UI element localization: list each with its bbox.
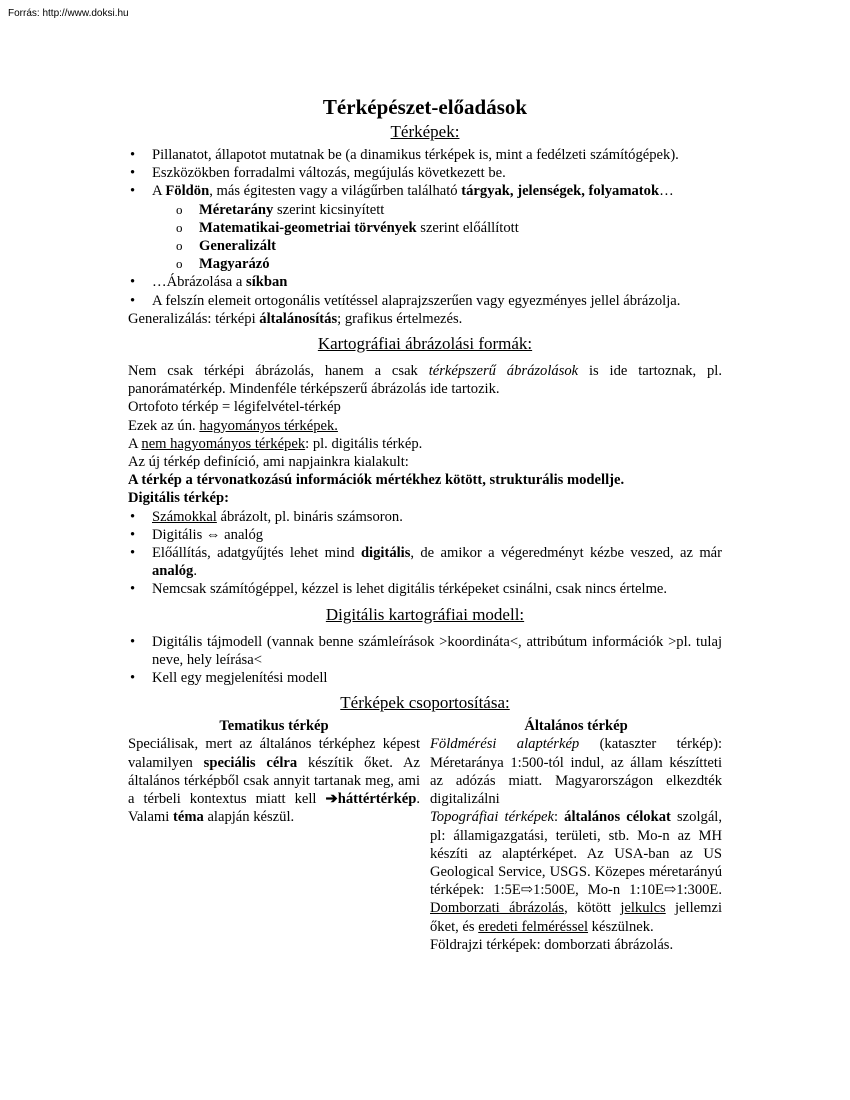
thematic-map-column	[128, 717, 420, 954]
definition: A térkép a térvonatkozású információk mértékhez kötött, strukturális modellje.	[128, 472, 625, 489]
column-heading: Általános térkép	[524, 718, 628, 735]
list-item: • A felszín elemeit ortogonális vetítéssel alaprajzszerűen vagy egyezményes jellel ábrázolja.	[128, 292, 722, 310]
paragraph: Földmérési alaptérkép (kataszter térkép): Méretaránya 1:500-tól indul, az állam készítteti az adózás miatt. Magyarországon elkezdték digitalizálni	[430, 736, 723, 808]
arrow-right-icon: ➔	[325, 791, 338, 808]
paragraph: Földrajzi térképek: domborzati ábrázolás.	[430, 936, 674, 953]
terkepek-list	[128, 146, 722, 310]
section-heading-csoportositas: Térképek csoportosítása:	[340, 693, 510, 713]
section-heading-terkepek: Térképek:	[390, 122, 460, 141]
paragraph: Ortofoto térkép = légifelvétel-térkép	[128, 399, 341, 416]
sub-list-item: o Méretarány szerint kicsinyített	[152, 201, 722, 219]
paragraph: Topográfiai térképek: általános célokat szolgál, pl: államigazgatási, területi, stb. Mo-n az MH készíti az alaptérképet. Az USA-ban az US Geological Service, USGS. Közepes méretarányú térképek: 1:5E⇨1:500E, Mo-n 1:10E⇨1:300E. Domborzati ábrázolás, kötött jelkulcs jellemzi őket, és eredeti felméréssel készülnek.	[430, 809, 723, 935]
section-heading-kartografiai-formak: Kartográfiai ábrázolási formák:	[317, 334, 533, 354]
arrow-right-icon: ⇨	[663, 882, 677, 899]
paragraph: A nem hagyományos térképek: pl. digitális térkép.	[128, 435, 423, 452]
arrow-right-icon: ⇨	[520, 882, 534, 899]
list-item: • A Földön, más égitesten vagy a világűrben található tárgyak, jelenségek, folyamatok… o Méretarány szerint kicsinyített o Matematikai-geometriai törvények szerint előállított o Generalizált o Magyarázó	[128, 182, 722, 273]
paragraph: Az új térkép definíció, ami napjainkra kialakult:	[128, 454, 409, 471]
general-map-column	[430, 717, 722, 954]
list-item: • Eszközökben forradalmi változás, megújulás következett be.	[128, 164, 722, 182]
sub-list	[152, 201, 722, 274]
column-heading: Tematikus térkép	[219, 718, 329, 735]
list-item: • Számokkal ábrázolt, pl. bináris számsoron.	[128, 508, 722, 526]
list-item: • Előállítás, adatgyűjtés lehet mind digitális, de amikor a végeredményt kézbe veszed, az már analóg.	[128, 544, 722, 580]
digital-map-heading: Digitális térkép:	[128, 490, 229, 507]
document-page	[128, 92, 722, 954]
list-item: • Kell egy megjelenítési modell	[128, 669, 722, 687]
section-heading-digitalis-modell: Digitális kartográfiai modell:	[325, 604, 525, 624]
sub-list-item: o Magyarázó	[152, 255, 722, 273]
list-item: • Digitális tájmodell (vannak benne számleírások >koordináta<, attribútum információk >pl. tulaj neve, hely leírása<	[128, 633, 722, 669]
source-label: Forrás: http://www.doksi.hu	[8, 8, 129, 19]
sub-list-item: o Generalizált	[152, 237, 722, 255]
digital-map-list	[128, 508, 722, 599]
digital-model-list	[128, 633, 722, 688]
paragraph: Nem csak térképi ábrázolás, hanem a csak térképszerű ábrázolások is ide tartoznak, pl. panorámatérkép. Mindenféle térképszerű ábrázolás ide tartozik.	[128, 363, 722, 398]
list-item: • …Ábrázolása a síkban	[128, 273, 722, 291]
list-item: • Digitális ⇔ analóg	[128, 526, 722, 544]
list-item: • Nemcsak számítógéppel, kézzel is lehet digitális térképeket csinálni, csak nincs értelme.	[128, 580, 722, 598]
generalizalas-line: Generalizálás: térképi általánosítás; grafikus értelmezés.	[128, 310, 463, 327]
sub-list-item: o Matematikai-geometriai törvények szerint előállított	[152, 219, 722, 237]
page-title: Térképészet-előadások	[322, 95, 528, 119]
two-column-table	[128, 717, 722, 954]
list-item: • Pillanatot, állapotot mutatnak be (a dinamikus térképek is, mint a fedélzeti számítógépek).	[128, 146, 722, 164]
paragraph: Ezek az ún. hagyományos térképek.	[128, 417, 338, 434]
double-arrow-icon: ⇔	[205, 526, 221, 543]
paragraph: Speciálisak, mert az általános térképhez képest valamilyen speciális célra készítik őket. Az általános térképből csak annyit tartanak meg, ami a térbeli kontextus miatt kell ➔háttértérkép. Valami téma alapján készül.	[128, 736, 420, 826]
